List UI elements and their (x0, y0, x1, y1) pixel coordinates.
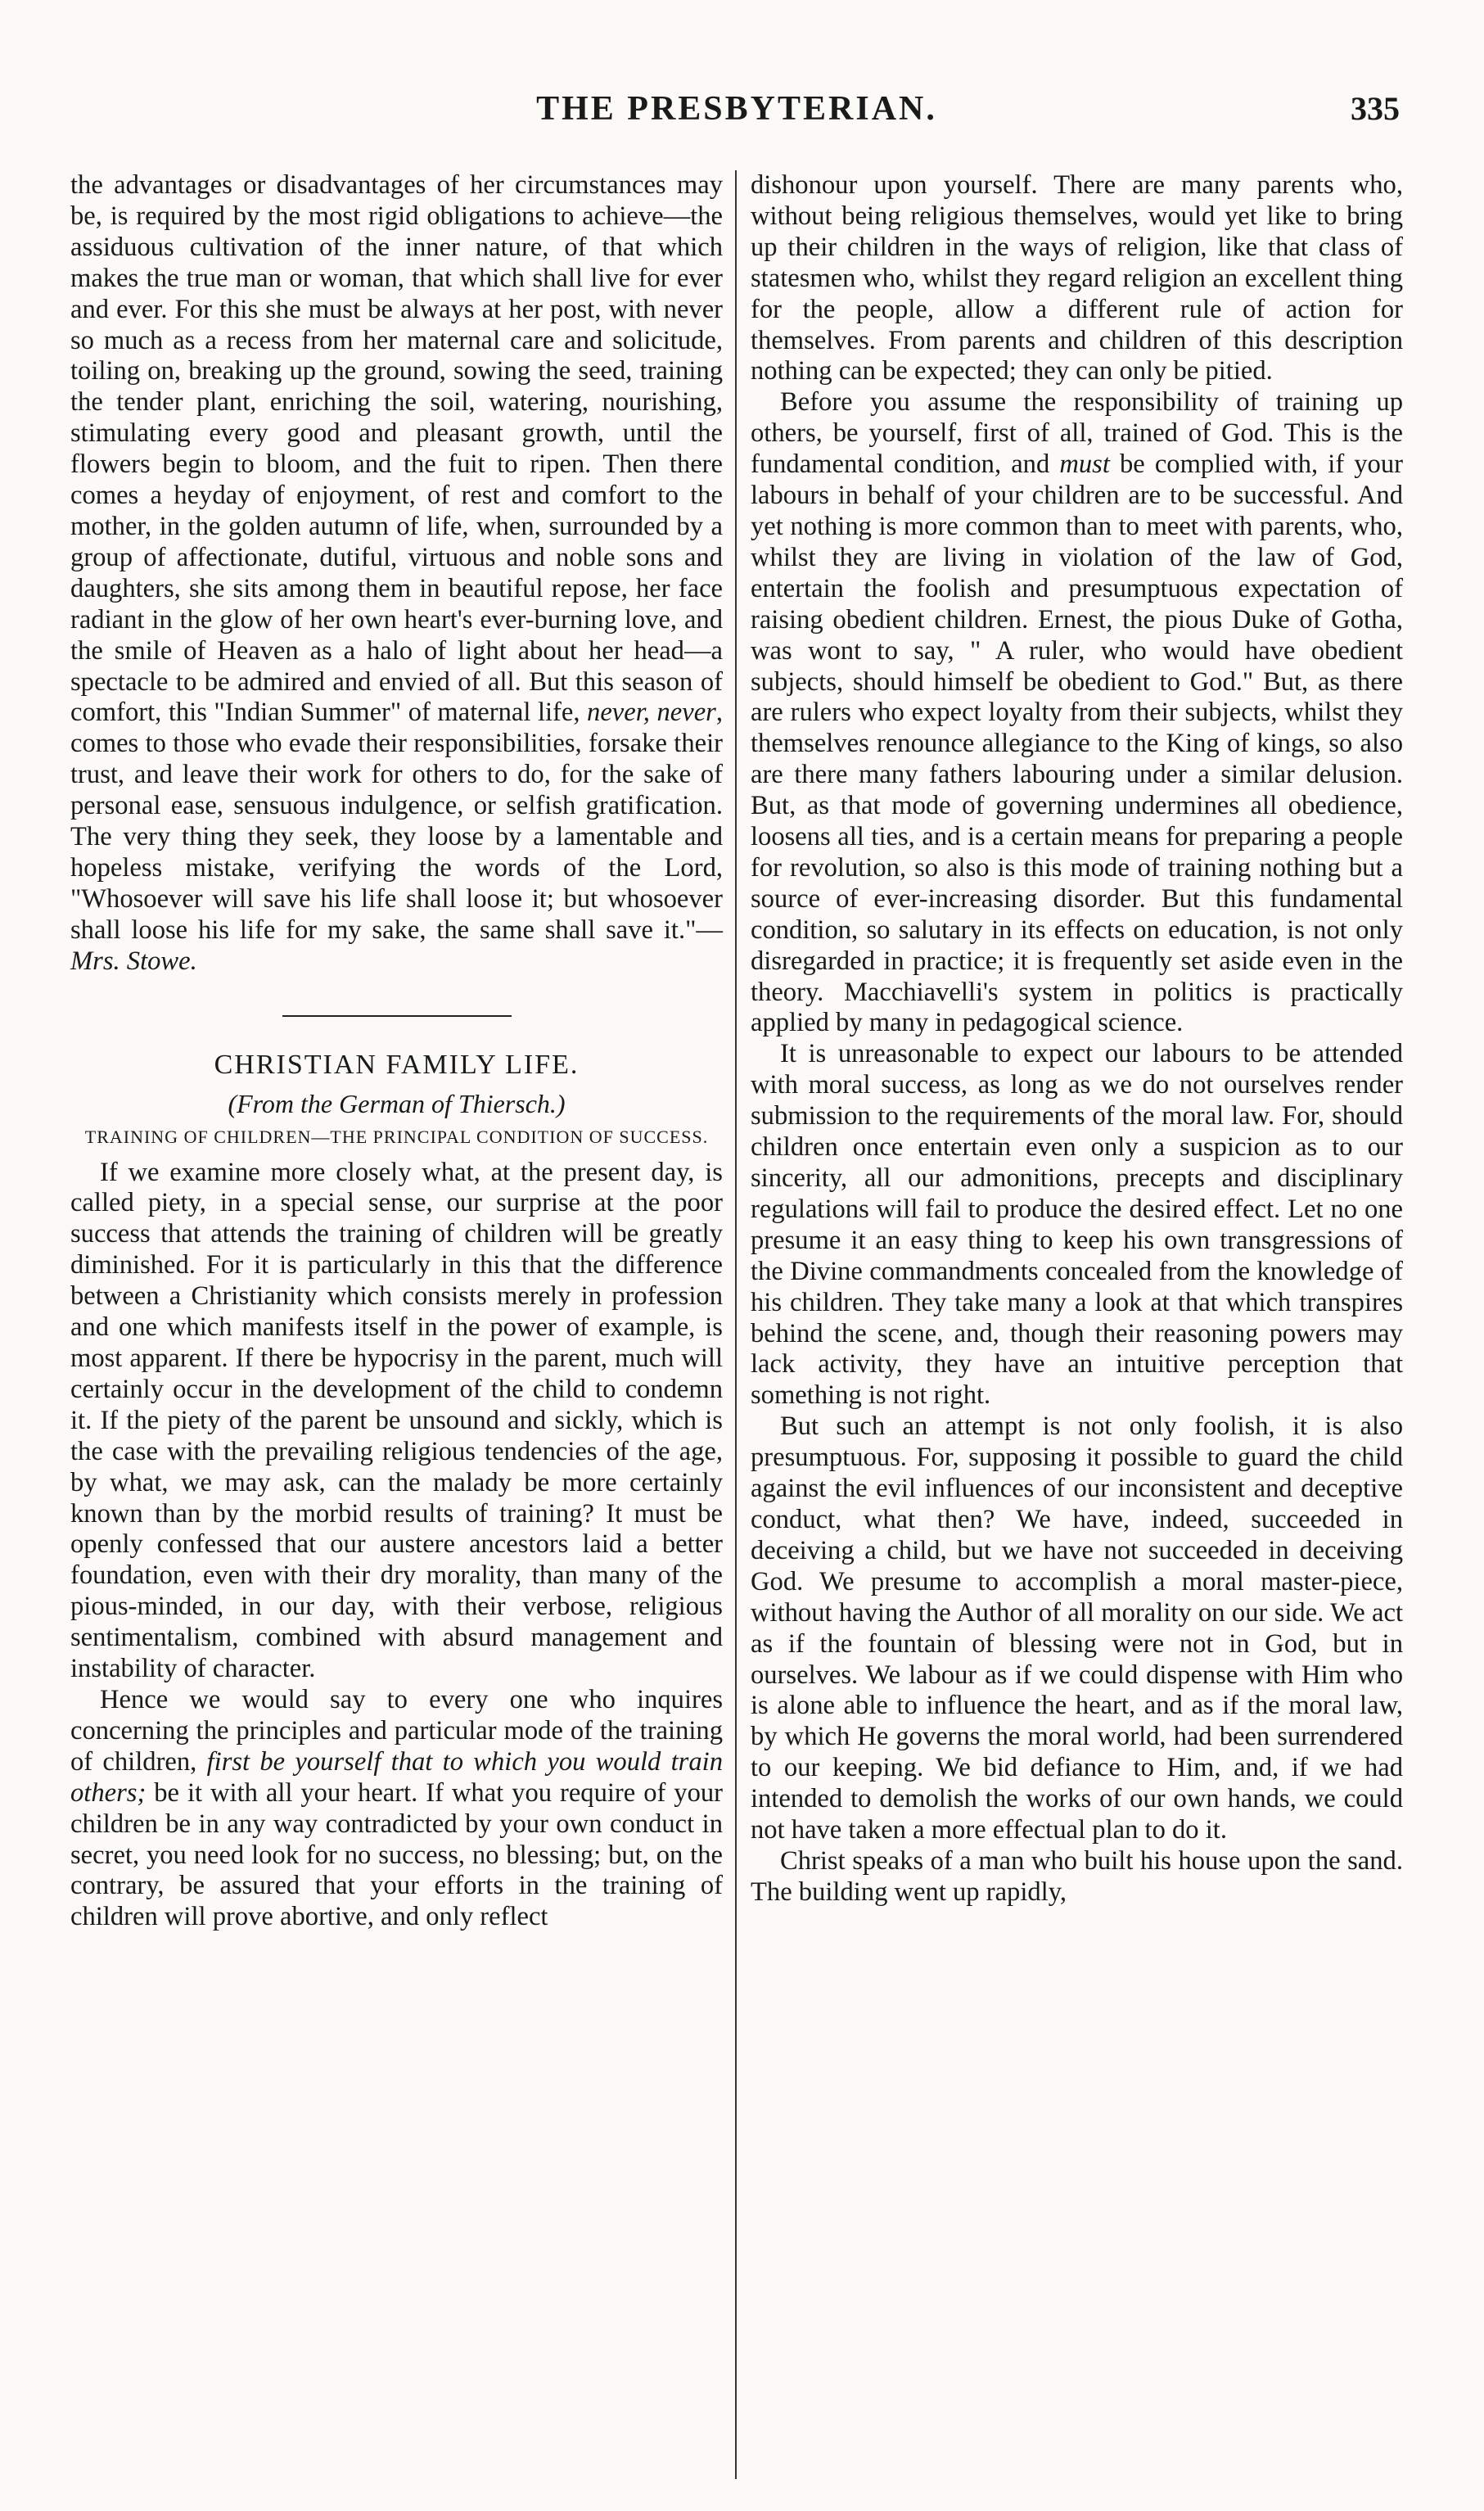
emphasis-text: must (1059, 449, 1110, 480)
paragraph: Christ speaks of a man who built his house upon the sand. The building went up rapidly, (751, 1845, 1403, 1907)
author-attribution: Mrs. Stowe. (70, 946, 197, 976)
left-column (70, 170, 723, 1933)
paragraph-text: Before you assume the responsibility of training up others, be yourself, first of all, trained of God. This is the fundamental condition, and (751, 387, 1403, 480)
section-title: CHRISTIAN FAMILY LIFE. (214, 1049, 580, 1080)
paragraph: If we examine more closely what, at the present day, is called piety, in a special sense, our surprise at the poor success that attends the training of children will be greatly diminished. For it is particularly in this that the difference between a Christianity which consists merely in profession and one which manifests itself in the power of example, is most apparent. If there be hypocrisy in the parent, much will certainly occur in the development of the child to condemn it. If the piety of the parent be unsound and sickly, which is the case with the prevailing religious tendencies of the age, by what, we may ask, can the malady be more certainly known than by the morbid results of training? It must be openly confessed that our austere ancestors laid a better foundation, even with their dry morality, than many of the pious-minded, in our day, with their verbose, religious sentimentalism, combined with absurd management and instability of character. (70, 1157, 723, 1684)
section-heading: TRAINING OF CHILDREN—THE PRINCIPAL CONDITION OF SUCCESS. (84, 1126, 709, 1147)
section-source: (From the German of Thiersch.) (228, 1088, 566, 1118)
paragraph-text: the advantages or disadvantages of her circumstances may be, is required by the most rigid obligations to achieve—the assiduous cultivation of the inner nature, of that which makes the true man or woman, that which shall live for ever and ever. For this she must be always at her post, with never so much as a recess from her maternal care and solicitude, toiling on, breaking up the ground, sowing the seed, training the tender plant, enriching the soil, watering, nourishing, stimulating every good and pleasant growth, until the flowers begin to bloom, and the fuit to ripen. Then there comes a heyday of enjoyment, of rest and comfort to the mother, in the golden autumn of life, when, surrounded by a group of affectionate, dutiful, virtuous and noble sons and daughters, she sits among them in beautiful repose, her face radiant in the glow of her own heart's ever-burning love, and the smile of Heaven as a halo of light about her head—a spectacle to be admired and envied of all. But this season of comfort, this "Indian Summer" of maternal life, (70, 170, 723, 728)
paragraph-text: be it with all your heart. If what you require of your children be in any way contradicted by your own conduct in secret, you need look for no success, no blessing; but, on the contrary, be assured that your efforts in the training of children will prove abortive, and only reflect (70, 1777, 723, 1932)
paragraph: But such an attempt is not only foolish, it is also presumptuous. For, supposing it possible to guard the child against the evil influences of our inconsistent and deceptive conduct, what then? We have, indeed, succeeded in deceiving a child, but we have not succeeded in deceiving God. We presume to accomplish a moral master-piece, without having the Author of all morality on our side. We act as if the fountain of blessing were not in God, but in ourselves. We labour as if we could dispense with Him who is alone able to influence the heart, and as if the moral law, by which He governs the moral world, had been surrendered to our keeping. We bid defiance to Him, and, if we had intended to demolish the works of our own hands, we could not have taken a more effectual plan to do it. (751, 1411, 1403, 1845)
paragraph-text: be complied with, if your labours in behalf of your children are to be successful. And yet nothing is more common than to meet with parents, who, whilst they are living in violation of the law of God, entertain the foolish and presumptuous expectation of raising obedient children. Ernest, the pious Duke of Gotha, was wont to say, " A ruler, who would have obedient subjects, should himself be obedient to God." But, as there are rulers who expect loyalty from their subjects, whilst they themselves renounce allegiance to the King of kings, so also are there many fathers labouring under a similar delusion. But, as that mode of governing undermines all obedience, loosens all ties, and is a certain means for preparing a people for revolution, so also is this mode of training nothing but a source of ever-increasing disorder. But this fundamental condition, so salutary in its effects on education, is not only disregarded in practice; it is frequently set aside even in the theory. Macchiavelli's system in politics is practically applied by many in pedagogical science. (751, 449, 1403, 1038)
paragraph-text: Hence we would say to every one who inquires concerning the principles and particular mode of the training of children, (70, 1684, 723, 1777)
right-column (751, 170, 1403, 1908)
paragraph: It is unreasonable to expect our labours to be attended with moral success, as long as we do not ourselves render submission to the requirements of the moral law. For, should children once entertain even only a suspicion as to our sincerity, all our admonitions, precepts and disciplinary regulations will fail to produce the desired effect. Let no one presume it an easy thing to keep his own transgressions of the Divine commandments concealed from the knowledge of his children. They take many a look at that which transpires behind the scene, and, though their reasoning powers may lack activity, they have an intuitive perception that something is not right. (751, 1039, 1403, 1411)
emphasis-text: first be yourself that to which you would train others; (70, 1746, 723, 1808)
page-header (70, 88, 1403, 138)
journal-title: THE PRESBYTERIAN. (536, 90, 937, 128)
paragraph (70, 170, 723, 978)
column-divider (735, 170, 737, 2479)
page-number: 335 (1351, 90, 1400, 127)
section-rule (282, 1015, 512, 1017)
emphasis-text: never (656, 698, 716, 728)
paragraph-text: , comes to those who evade their responsibilities, forsake their trust, and leave their work for others to do, for the sake of personal ease, sensuous indulgence, or selfish gratification. The very thing they seek, they loose by a lamentable and hopeless mistake, verifying the words of the Lord, "Whosoever will save his life shall loose it; but whosoever shall loose his life for my sake, the same shall save it."— (70, 698, 723, 945)
paragraph (70, 1685, 723, 1933)
paragraph: dishonour upon yourself. There are many parents who, without being religious themselves, would yet like to bring up their children in the ways of religion, like that class of statesmen who, whilst they regard religion an excellent thing for the people, allow a different rule of action for themselves. From parents and children of this description nothing can be expected; they can only be pitied. (751, 170, 1403, 386)
paragraph (751, 387, 1403, 1039)
emphasis-text: never, (587, 698, 657, 728)
